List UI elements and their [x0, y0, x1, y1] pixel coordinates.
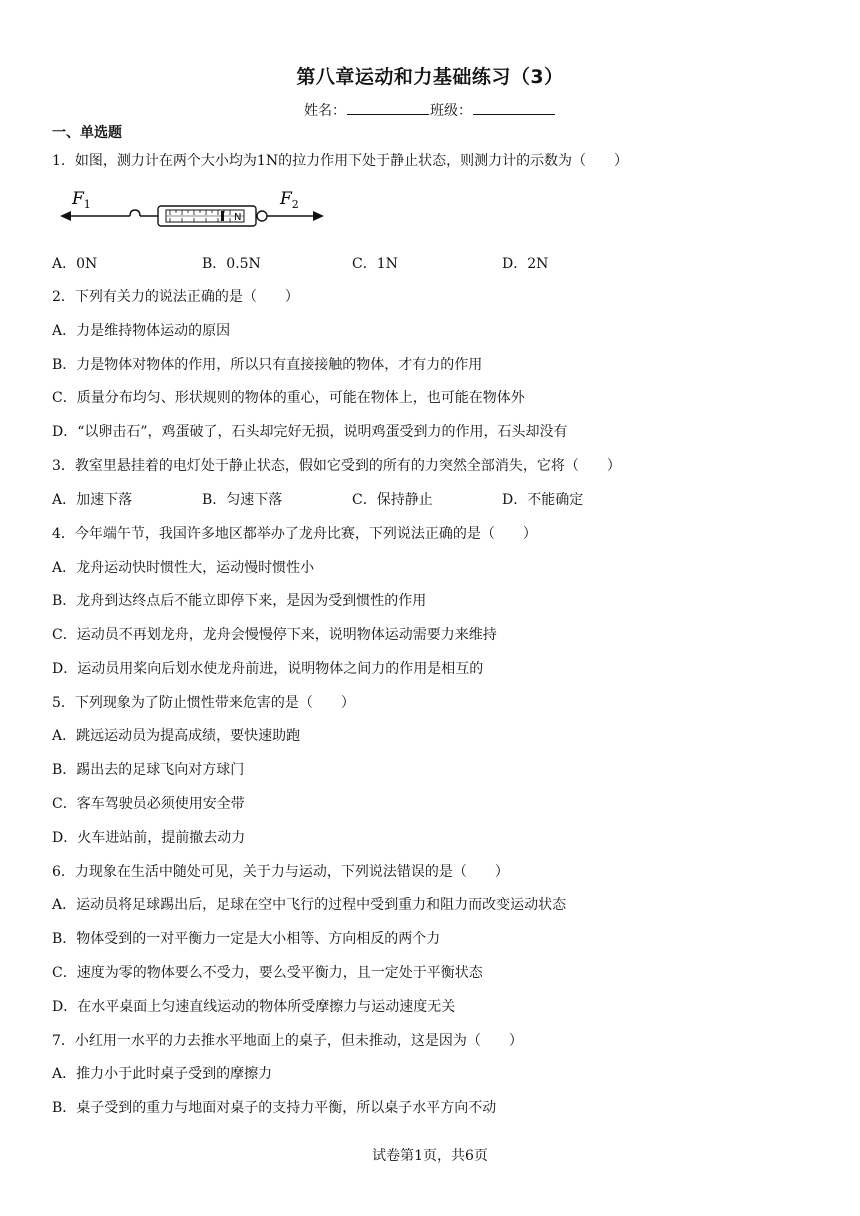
option-b[interactable]: B．物体受到的一对平衡力一定是大小相等、方向相反的两个力 — [52, 931, 441, 947]
option-d[interactable]: D．在水平桌面上匀速直线运动的物体所受摩擦力与运动速度无关 — [52, 999, 456, 1015]
option-b[interactable]: B．龙舟到达终点后不能立即停下来，是因为受到惯性的作用 — [52, 593, 427, 609]
class-blank[interactable] — [473, 100, 555, 115]
name-blank[interactable] — [347, 100, 429, 115]
option-b[interactable]: B．0.5N — [202, 256, 261, 272]
option-a[interactable]: A．跳远运动员为提高成绩，要快速助跑 — [52, 728, 301, 744]
scale-pointer — [221, 211, 224, 221]
option-c[interactable]: C．速度为零的物体要么不受力，要么受平衡力，且一定处于平衡状态 — [52, 965, 483, 981]
student-info-line — [0, 100, 860, 120]
question-stem: 4．今年端午节，我国许多地区都举办了龙舟比赛，下列说法正确的是（ ） — [52, 526, 537, 542]
option-d[interactable]: D．不能确定 — [502, 492, 584, 508]
name-label: 姓名： — [304, 103, 346, 119]
option-c[interactable]: C．质量分布均匀、形状规则的物体的重心，可能在物体上，也可能在物体外 — [52, 390, 525, 406]
question-stem: 3．教室里悬挂着的电灯处于静止状态，假如它受到的所有的力突然全部消失，它将（ ） — [52, 458, 621, 474]
f2-label: $F_2$ — [280, 189, 299, 211]
option-a[interactable]: A．龙舟运动快时惯性大，运动慢时惯性小 — [52, 560, 315, 576]
option-b[interactable]: B．踢出去的足球飞向对方球门 — [52, 762, 245, 778]
f2-arrowhead — [313, 211, 324, 221]
section-heading: 一、单选题 — [52, 125, 122, 141]
spring-scale-figure — [58, 184, 328, 236]
option-b[interactable]: B．匀速下落 — [202, 492, 283, 508]
question-stem: 1．如图，测力计在两个大小均为1N的拉力作用下处于静止状态，则测力计的示数为（ ） — [52, 153, 629, 169]
class-label: 班级： — [430, 103, 472, 119]
option-row — [52, 253, 812, 273]
option-c[interactable]: C．1N — [352, 256, 398, 272]
page-title: 第八章运动和力基础练习（3） — [296, 66, 564, 88]
option-d[interactable]: D．“以卵击石”，鸡蛋破了，石头却完好无损，说明鸡蛋受到力的作用，石头却没有 — [52, 424, 568, 440]
option-a[interactable]: A．0N — [52, 256, 98, 272]
f1-arrowhead — [60, 211, 71, 221]
question-stem: 7．小红用一水平的力去推水平地面上的桌子，但未推动，这是因为（ ） — [52, 1033, 523, 1049]
option-b[interactable]: B．力是物体对物体的作用，所以只有直接接触的物体，才有力的作用 — [52, 357, 483, 373]
option-d[interactable]: D．运动员用桨向后划水使龙舟前进，说明物体之间力的作用是相互的 — [52, 661, 484, 677]
option-c[interactable]: C．保持静止 — [352, 492, 433, 508]
option-d[interactable]: D．2N — [502, 256, 549, 272]
page-footer: 试卷第1页，共6页 — [372, 1148, 488, 1164]
option-a[interactable]: A．运动员将足球踢出后，足球在空中飞行的过程中受到重力和阻力而改变运动状态 — [52, 897, 567, 913]
question-stem: 2．下列有关力的说法正确的是（ ） — [52, 289, 299, 305]
question-stem: 6．力现象在生活中随处可见，关于力与运动，下列说法错误的是（ ） — [52, 864, 509, 880]
option-a[interactable]: A．推力小于此时桌子受到的摩擦力 — [52, 1066, 273, 1082]
f1-label: $F_1$ — [72, 189, 91, 211]
option-c[interactable]: C．运动员不再划龙舟，龙舟会慢慢停下来，说明物体运动需要力来维持 — [52, 627, 497, 643]
scale-unit: N — [234, 212, 242, 223]
option-c[interactable]: C．客车驾驶员必须使用安全带 — [52, 796, 245, 812]
option-b[interactable]: B．桌子受到的重力与地面对桌子的支持力平衡，所以桌子水平方向不动 — [52, 1100, 497, 1116]
option-d[interactable]: D．火车进站前，提前撤去动力 — [52, 830, 246, 846]
right-ring — [257, 211, 267, 221]
option-row — [52, 489, 812, 509]
left-hook — [130, 210, 140, 216]
option-a[interactable]: A．加速下落 — [52, 492, 133, 508]
option-a[interactable]: A．力是维持物体运动的原因 — [52, 323, 231, 339]
question-stem: 5．下列现象为了防止惯性带来危害的是（ ） — [52, 695, 355, 711]
